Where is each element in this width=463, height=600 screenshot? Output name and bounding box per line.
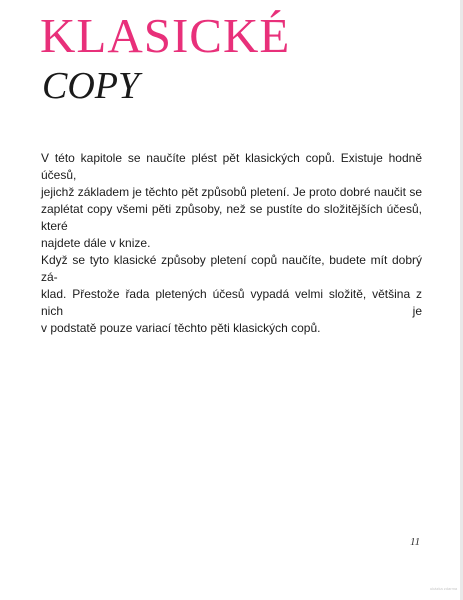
chapter-intro-text — [41, 150, 422, 337]
text-line: jejichž základem je těchto pět způsobů pletení. Je proto dobré naučit se — [41, 185, 422, 199]
text-line: najdete dále v knize. — [41, 236, 151, 250]
text-line: v podstatě pouze variací těchto pěti klasických copů. — [41, 321, 321, 335]
text-line: V této kapitole se naučíte plést pět klasických copů. Existuje hodně účesů, — [41, 151, 422, 182]
watermark: ukázka zdarma — [430, 586, 458, 591]
text-line: zaplétat copy všemi pěti způsoby, než se pustíte do složitějších účesů, které — [41, 202, 422, 233]
text-line: klad. Přestože řada pletených účesů vypadá velmi složitě, většina z nich je — [41, 287, 422, 318]
text-line: Když se tyto klasické způsoby pletení copů naučíte, budete mít dobrý zá- — [41, 253, 422, 284]
chapter-title: KLASICKÉ — [40, 8, 291, 63]
chapter-subtitle: COPY — [42, 65, 140, 107]
page-number: 11 — [410, 536, 421, 548]
